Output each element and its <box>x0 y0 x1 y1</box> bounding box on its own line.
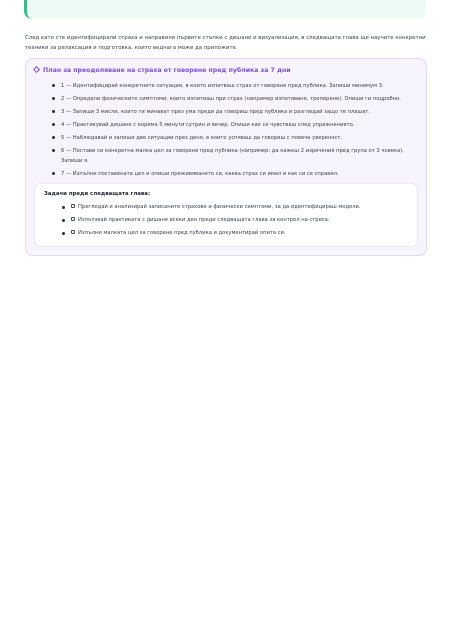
task-item <box>71 216 411 225</box>
tasks-list <box>71 203 411 242</box>
task-text: Използвай практиката с дишане всеки ден преди следващата глава за контрол на стреса. <box>78 217 330 223</box>
tasks-title: Задачи преди следващата глава: <box>44 191 151 197</box>
checkbox-icon[interactable] <box>71 217 75 221</box>
diamond-icon <box>33 66 40 73</box>
plan-step: 5 — Наблюдавай и запиши две ситуации през деня, в които успяваш да говориш с повече увереност. <box>61 133 421 143</box>
checkbox-icon[interactable] <box>71 204 75 208</box>
plan-steps-list <box>61 81 421 182</box>
plan-step: 1 — Идентифицирай конкретните ситуации, в които изпитваш страх от говорене пред публика. Запиши минимум 3. <box>61 81 421 91</box>
plan-card <box>25 58 427 256</box>
transition-paragraph: След като сте идентифицирали страха и направили първите стъпки с дишане и визуализация, в следващата глава ще научите конкретни техники за релаксация и подготовка, които веднага може да приложите. <box>25 35 426 52</box>
summary-callout <box>24 0 426 19</box>
plan-step: 3 — Запиши 3 мисли, които ти минават през ума преди да говориш пред публика и разгледай защо те плашат. <box>61 107 421 117</box>
callout-list-item <box>55 0 269 2</box>
checkbox-icon[interactable] <box>71 230 75 234</box>
plan-title <box>34 66 291 75</box>
task-item <box>71 229 411 238</box>
plan-step: 7 — Изпълни поставената цел и опиши преживяването си, каква страх си имал и как си се справил. <box>61 169 421 179</box>
plan-step: 2 — Определи физическите симптоми, които изпитваш при страх (например изпотяване, треперене). Опиши ги подробно. <box>61 94 421 104</box>
plan-step: 4 — Практикувай дишане с корема 5 минути сутрин и вечер. Опиши как се чувстваш след упражнението. <box>61 120 421 130</box>
tasks-box <box>34 183 418 247</box>
plan-title-text: План за преодоляване на страха от говорене пред публика за 7 дни <box>43 67 291 74</box>
plan-step: 6 — Постави си конкретна малка цел за говорене пред публика (например: да кажеш 2 изречения пред група от 3 човека). Запиши я. <box>61 146 421 166</box>
task-item <box>71 203 411 212</box>
task-text: Прегледай и анализирай записаните страхове и физически симптоми, за да идентифицираш модели. <box>78 204 361 210</box>
task-text: Изпълни малката цел за говорене пред публика и документирай опита си. <box>78 230 286 236</box>
